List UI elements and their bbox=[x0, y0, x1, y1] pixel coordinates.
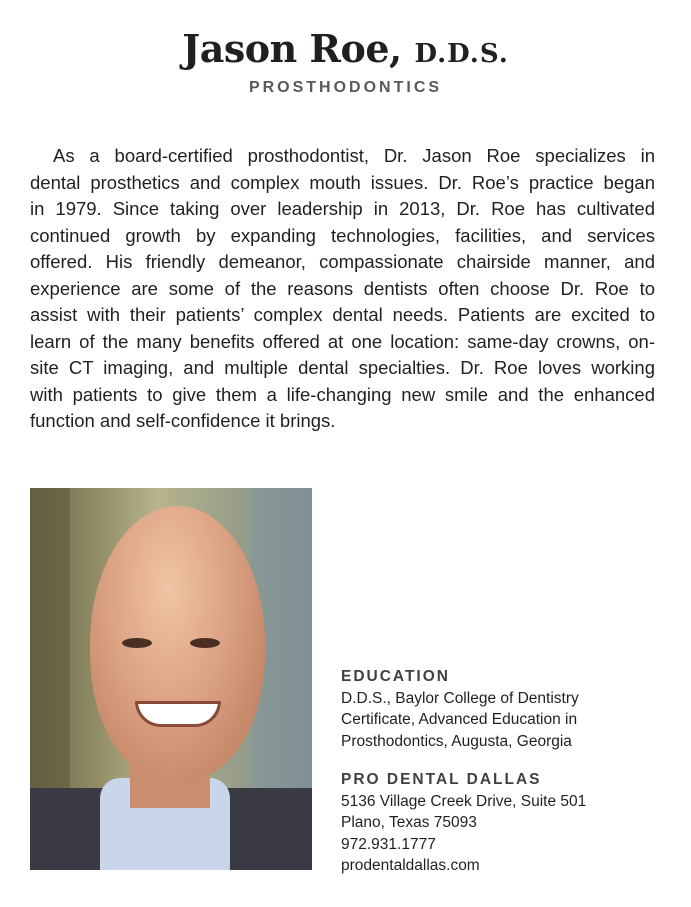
bio-line: in 1979. Since taking over leadership in 2013, Dr. Roe has cultivated bbox=[30, 198, 655, 219]
bio-line: experience are some of the reasons dentists often choose Dr. Roe to bbox=[30, 277, 655, 299]
bio-line: function and self-confidence it brings. bbox=[30, 410, 336, 431]
education-section bbox=[341, 666, 579, 752]
education-line: Prosthodontics, Augusta, Georgia bbox=[341, 732, 572, 750]
practice-address-line2: Plano, Texas 75093 bbox=[341, 814, 477, 831]
education-heading: EDUCATION bbox=[341, 668, 450, 685]
doctor-portrait-photo bbox=[30, 488, 312, 870]
practice-phone: 972.931.1777 bbox=[341, 835, 436, 853]
bio-line: assist with their patients’ complex dental needs. Patients are excited to bbox=[30, 304, 655, 325]
bio-line: offered. His friendly demeanor, compassionate chairside manner, and bbox=[30, 251, 655, 272]
bio-line: dental prosthetics and complex mouth issues. Dr. Roe’s practice began bbox=[30, 171, 655, 193]
bio-line: learn of the many benefits offered at one location: same-day crowns, on- bbox=[30, 330, 655, 352]
bio-line: site CT imaging, and multiple dental specialties. Dr. Roe loves working bbox=[30, 357, 655, 378]
education-line: D.D.S., Baylor College of Dentistry bbox=[341, 689, 579, 707]
bio-paragraph bbox=[30, 143, 655, 435]
bio-line: continued growth by expanding technologies, facilities, and services bbox=[30, 224, 655, 246]
specialty: PROSTHODONTICS bbox=[248, 79, 443, 96]
practice-website: prodentaldallas.com bbox=[341, 857, 480, 874]
practice-address-line1: 5136 Village Creek Drive, Suite 501 bbox=[341, 792, 587, 810]
credential: D.D.S. bbox=[414, 39, 509, 69]
bio-line: with patients to give them a life-changing new smile and the enhanced bbox=[30, 383, 655, 405]
practice-section bbox=[341, 769, 586, 877]
name-text: Jason Roe, bbox=[182, 26, 402, 71]
bio-line: As a board-certified prosthodontist, Dr. Jason Roe specializes in bbox=[53, 145, 655, 166]
education-line: Certificate, Advanced Education in bbox=[341, 711, 578, 728]
practice-heading: PRO DENTAL DALLAS bbox=[341, 771, 542, 788]
doctor-name bbox=[0, 26, 691, 71]
